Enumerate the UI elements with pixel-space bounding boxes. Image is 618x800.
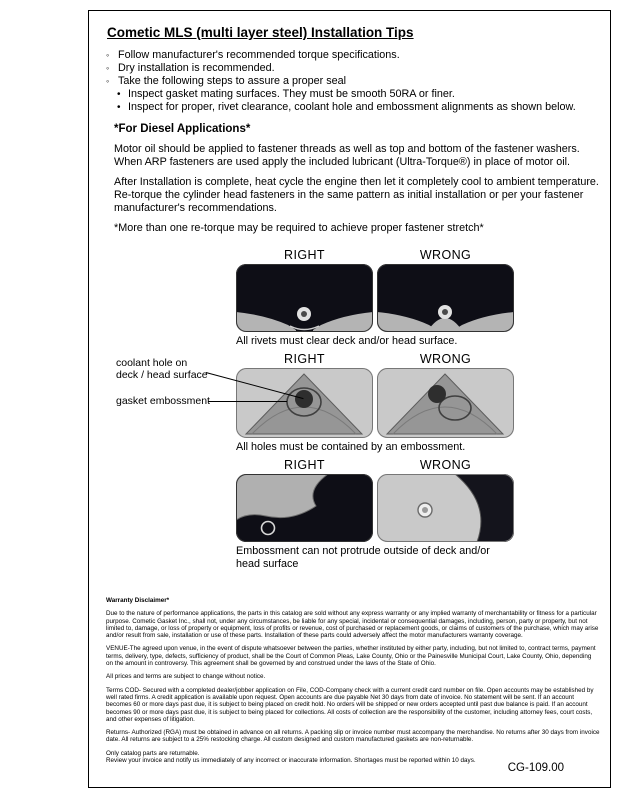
right-label: RIGHT (284, 458, 325, 472)
disclaimer-paragraph: VENUE-The agreed upon venue, in the event of dispute whatsoever between the parties, whether instituted by either party, including, but not limited to, contract terms, payment terms, delivery, type, defects, sufficiency of product, shall be the Court of Common Pleas, Lake County, Ohio or the Painesville Municipal Court, Lake County, Ohio, depending on the amount in controversy. This agreement shall be governed by and construed under the laws of the State of Ohio. (106, 645, 596, 668)
tip-text: Dry installation is recommended. (118, 62, 275, 74)
protrude-wrong-image (377, 474, 514, 542)
caption-protrusion: Embossment can not protrude outside of deck and/or head surface (236, 545, 490, 570)
caption-rivets: All rivets must clear deck and/or head surface. (236, 335, 458, 347)
annotation-spacer (106, 248, 236, 332)
tip-sub-item (117, 101, 600, 114)
diesel-paragraph-2: After Installation is complete, heat cycle the engine then let it completely cool to ambient temperature. Re-torque the cylinder head fasteners in the same pattern as initial installation or per your fastener manufacturer's recommendations. (114, 176, 599, 214)
right-label: RIGHT (284, 248, 325, 262)
protrude-right-image (236, 474, 373, 542)
rivet-wrong-column (377, 248, 514, 332)
diesel-paragraph-1: Motor oil should be applied to fastener threads as well as top and bottom of the fastener washers. When ARP fasteners are used apply the included lubricant (Ultra-Torque®) in place of motor oil. (114, 143, 580, 168)
open-bullet-icon: ◦ (106, 76, 110, 86)
page-code: CG-109.00 (507, 762, 564, 774)
warranty-disclaimer-heading: Warranty Disclaimer* (106, 597, 170, 604)
disclaimer-paragraph: Due to the nature of performance applications, the parts in this catalog are sold without any express warranty or any implied warranty of merchantability or fitness for a particular purpose. Cometic Gasket Inc., shall not, under any circumstances, be liable for any special, incidental or consequential damages, including, person, party or property, but not limited to, damage, or loss of property or equipment, loss of profits or revenue, cost of purchased or replacement goods, or claims of customers of the purchase, which may arise and/or result from sale, installation or use of these parts. Installation of these parts could adversely affect the motor manufacturers warranty coverage. (106, 610, 599, 640)
diagram-row-protrusion (106, 458, 600, 542)
rivet-right-column (236, 248, 373, 332)
leader-line (208, 401, 287, 402)
diagram-row-holes (106, 352, 600, 438)
diesel-applications-heading: *For Diesel Applications* (114, 123, 251, 135)
tip-item (106, 62, 600, 75)
tip-sub-item (117, 88, 600, 101)
disclaimer-paragraph: Review your invoice and notify us immediately of any incorrect or inaccurate information. Shortages must be reported within 10 days. (106, 757, 476, 765)
holes-wrong-image (377, 368, 514, 438)
filled-bullet-icon: • (117, 89, 121, 100)
diagram-section (106, 248, 600, 571)
annotation-block (106, 352, 236, 438)
caption-holes: All holes must be contained by an embossment. (236, 441, 466, 453)
warranty-disclaimer (106, 597, 600, 764)
tip-text: Take the following steps to assure a proper seal (118, 75, 347, 87)
annotation-coolant-hole-label: coolant hole on deck / head surface (116, 357, 208, 381)
open-bullet-icon: ◦ (106, 63, 110, 73)
tip-text: Inspect for proper, rivet clearance, coolant hole and embossment alignments as shown below. (128, 101, 576, 113)
open-bullet-icon: ◦ (106, 50, 110, 60)
tips-list (106, 49, 600, 114)
holes-right-image (236, 368, 373, 438)
protrude-right-column (236, 458, 373, 542)
tip-item (106, 49, 600, 62)
page-title: Cometic MLS (multi layer steel) Installation Tips (107, 25, 414, 40)
disclaimer-paragraph: Only catalog parts are returnable. (106, 749, 200, 757)
holes-wrong-column (377, 352, 514, 438)
disclaimer-paragraph: Terms COD- Secured with a completed dealer/jobber application on File, COD-Company check with a current credit card number on file. Open accounts may be established by well rated firms. A credit application is available upon request. Open accounts are due payable Net 30 days from date of invoice. No statement will be sent. If an account becomes 60 or more days past due, it is subject to being placed on credit hold. No orders will be shipped or new orders accepted until past due balance is paid. If an account becomes 90 or more days past due, it is subject to being placed for collections. All costs of collection are the responsibility of the customer, including attorney fees, court costs, and other expenses of litigation. (106, 686, 594, 723)
tip-text: Follow manufacturer's recommended torque specifications. (118, 49, 400, 61)
disclaimer-paragraph: All prices and terms are subject to change without notice. (106, 673, 266, 681)
annotation-spacer (106, 458, 236, 542)
right-label: RIGHT (284, 352, 325, 366)
annotation-gasket-embossment-label: gasket embossment (116, 395, 210, 407)
wrong-label: WRONG (419, 352, 472, 366)
tip-item (106, 75, 600, 88)
document-page (88, 10, 611, 788)
diagram-row-rivets (106, 248, 600, 332)
protrude-wrong-column (377, 458, 514, 542)
tip-text: Inspect gasket mating surfaces. They must be smooth 50RA or finer. (128, 88, 455, 100)
filled-bullet-icon: • (117, 102, 121, 113)
wrong-label: WRONG (419, 458, 472, 472)
rivet-right-image (236, 264, 373, 332)
disclaimer-paragraph: Returns- Authorized (RGA) must be obtained in advance on all returns. A packing slip or invoice number must accompany the merchandise. No returns after 30 days from invoice date. All returns are subject to a 25% restocking charge. All custom designed and custom manufactured gaskets are non-returnable. (106, 729, 600, 744)
holes-right-column (236, 352, 373, 438)
wrong-label: WRONG (419, 248, 472, 262)
retorque-note: *More than one re-torque may be required to achieve proper fastener stretch* (114, 222, 484, 234)
rivet-wrong-image (377, 264, 514, 332)
